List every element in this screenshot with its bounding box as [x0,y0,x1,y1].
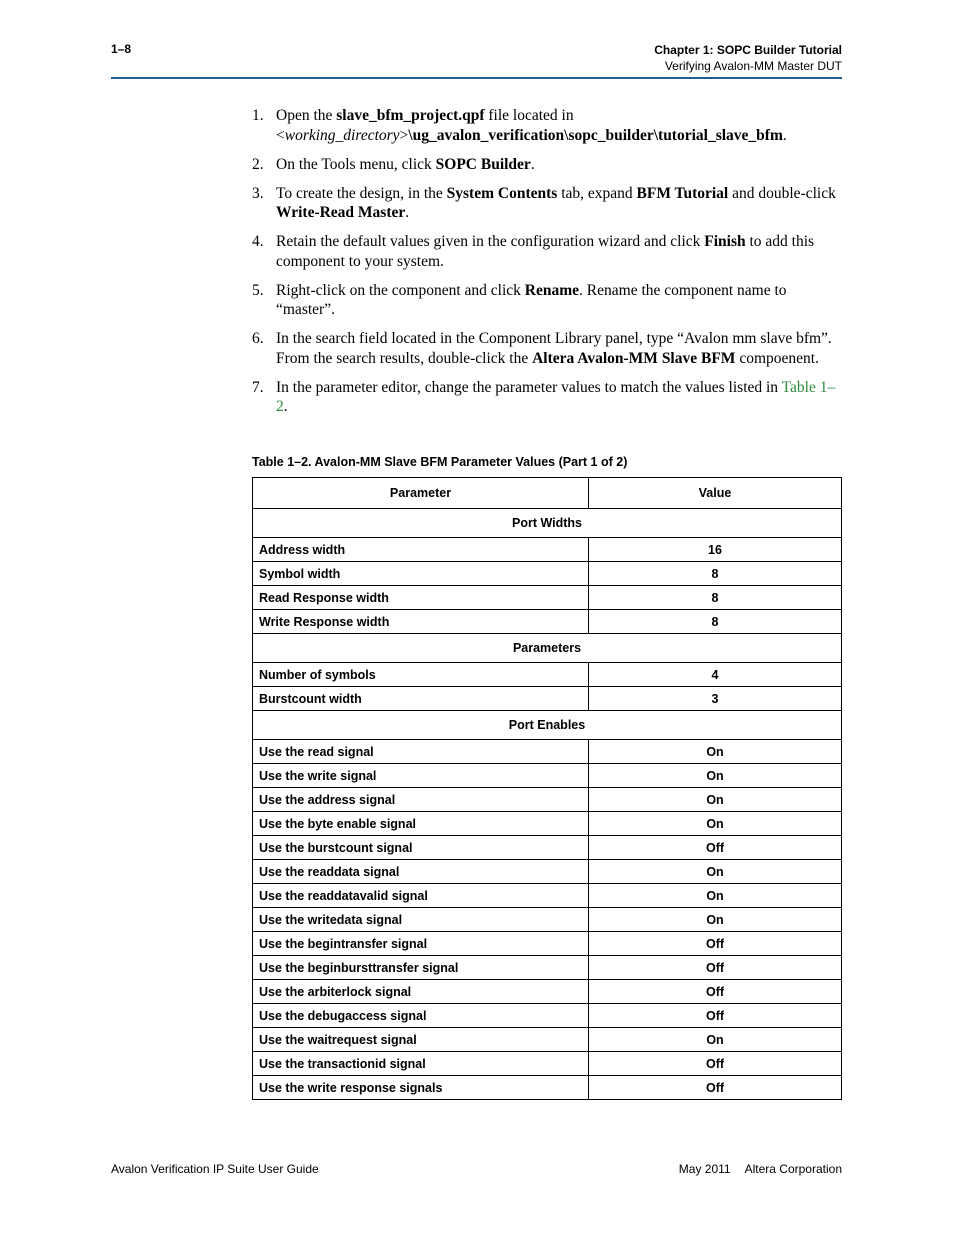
step-7 [252,378,842,417]
column-header-value: Value [589,478,842,509]
parameter-cell: Symbol width [253,562,589,586]
parameter-cell: Number of symbols [253,663,589,687]
step-number: 3. [252,184,264,202]
parameter-cell: Use the byte enable signal [253,812,589,836]
parameter-cell: Address width [253,538,589,562]
step-text: . [782,126,787,144]
directory-path: \ug_avalon_verification\sopc_builder\tutorial_slave_bfm [408,126,783,144]
tab-name: System Contents [446,184,558,202]
value-cell: 16 [589,538,842,562]
table-section-row [253,509,842,538]
value-cell: 8 [589,586,842,610]
parameter-cell: Use the writedata signal [253,908,589,932]
section-title: Port Enables [253,711,842,740]
step-number: 4. [252,233,264,250]
step-text: . [405,204,410,221]
step-text: Right-click on the component and click [276,281,525,299]
step-text: Retain the default values given in the configuration wizard and click [276,233,705,250]
step-text: tab, expand [557,184,637,202]
value-cell: On [589,884,842,908]
table-body [253,509,842,1100]
value-cell: Off [589,932,842,956]
parameter-cell: Write Response width [253,610,589,634]
page-number: 1–8 [111,42,132,56]
table-row [253,980,842,1004]
footer-guide-title: Avalon Verification IP Suite User Guide [111,1162,319,1176]
table-row [253,932,842,956]
table-row [253,884,842,908]
step-2 [252,155,842,175]
table-row [253,1004,842,1028]
value-cell: On [589,740,842,764]
footer-date: May 2011 [678,1162,731,1176]
table-row [253,740,842,764]
value-cell: Off [589,1052,842,1076]
step-text: file located in [484,107,574,124]
step-text: . [530,155,535,173]
value-cell: On [589,812,842,836]
parameter-cell: Use the begintransfer signal [253,932,589,956]
parameter-cell: Burstcount width [253,687,589,711]
component-name: Write-Read Master [276,204,406,221]
menu-item: SOPC Builder [435,155,531,173]
parameter-cell: Use the beginbursttransfer signal [253,956,589,980]
value-cell: On [589,788,842,812]
table-row [253,1028,842,1052]
step-number: 5. [252,281,264,299]
step-number: 2. [252,155,264,173]
table-row [253,788,842,812]
header-rule [111,77,842,79]
component-name: Altera Avalon-MM Slave BFM [532,349,736,367]
table-link[interactable]: Table 1–2 [276,378,836,415]
step-5 [252,281,842,320]
table-row [253,586,842,610]
step-text: In the search field located in the Component Library panel, type “Avalon mm slave bfm”. From the search results, double-click the [276,330,832,367]
command-name: Rename [524,281,580,299]
table-row [253,1076,842,1100]
section-title: Parameters [253,634,842,663]
table-row [253,860,842,884]
parameter-cell: Use the readdatavalid signal [253,884,589,908]
value-cell: 8 [589,610,842,634]
parameter-cell: Use the address signal [253,788,589,812]
table-section-row [253,634,842,663]
file-name: slave_bfm_project.qpf [336,107,485,124]
value-cell: On [589,764,842,788]
step-6 [252,329,842,368]
step-text: On the Tools menu, click [276,155,436,173]
step-text: and double-click [728,184,836,202]
parameter-cell: Use the arbiterlock signal [253,980,589,1004]
table-caption: Table 1–2. Avalon-MM Slave BFM Parameter Values (Part 1 of 2) [252,455,628,469]
table-row [253,1052,842,1076]
value-cell: Off [589,956,842,980]
value-cell: 3 [589,687,842,711]
footer-right [679,1162,842,1176]
table-row [253,836,842,860]
chapter-title: Chapter 1: SOPC Builder Tutorial [654,43,842,57]
table-row [253,562,842,586]
table-row [253,687,842,711]
parameter-table [252,477,842,1100]
table-row [253,956,842,980]
table-row [253,812,842,836]
value-cell: Off [589,1076,842,1100]
value-cell: On [589,908,842,932]
procedure-steps [252,106,842,426]
step-1 [252,106,842,145]
parameter-cell: Read Response width [253,586,589,610]
step-text: to add this component to your system. [276,233,815,270]
step-text: In the parameter editor, change the parameter values to match the values listed in [276,378,782,396]
parameter-cell: Use the write response signals [253,1076,589,1100]
parameter-cell: Use the burstcount signal [253,836,589,860]
table-row [253,610,842,634]
section-title: Verifying Avalon-MM Master DUT [664,59,842,73]
parameter-cell: Use the read signal [253,740,589,764]
column-header-parameter: Parameter [253,478,589,509]
button-name: Finish [704,233,746,250]
step-text: . Rename the component name to “master”. [276,281,787,318]
table-row [253,764,842,788]
value-cell: Off [589,980,842,1004]
section-title: Port Widths [253,509,842,538]
folder-name: BFM Tutorial [636,184,729,202]
table-row [253,908,842,932]
table-row [253,663,842,687]
footer-company: Altera Corporation [744,1162,842,1176]
value-cell: 4 [589,663,842,687]
value-cell: 8 [589,562,842,586]
step-number: 7. [252,378,264,396]
step-text: To create the design, in the [276,184,447,202]
value-cell: Off [589,1004,842,1028]
table-section-row [253,711,842,740]
parameter-cell: Use the write signal [253,764,589,788]
step-number: 6. [252,330,264,347]
step-number: 1. [252,107,264,124]
running-header [654,42,842,74]
table-row [253,538,842,562]
value-cell: On [589,860,842,884]
parameter-cell: Use the readdata signal [253,860,589,884]
step-3 [252,184,842,223]
step-text: < [276,126,285,144]
value-cell: Off [589,836,842,860]
step-4 [252,232,842,271]
step-text: compoenent. [735,349,819,367]
step-text: . [283,398,288,415]
table-header-row [253,478,842,509]
parameter-cell: Use the transactionid signal [253,1052,589,1076]
step-text: > [399,126,409,144]
step-text: Open the [276,107,337,124]
value-cell: On [589,1028,842,1052]
parameter-cell: Use the waitrequest signal [253,1028,589,1052]
directory-placeholder: working_directory [284,126,400,144]
parameter-cell: Use the debugaccess signal [253,1004,589,1028]
